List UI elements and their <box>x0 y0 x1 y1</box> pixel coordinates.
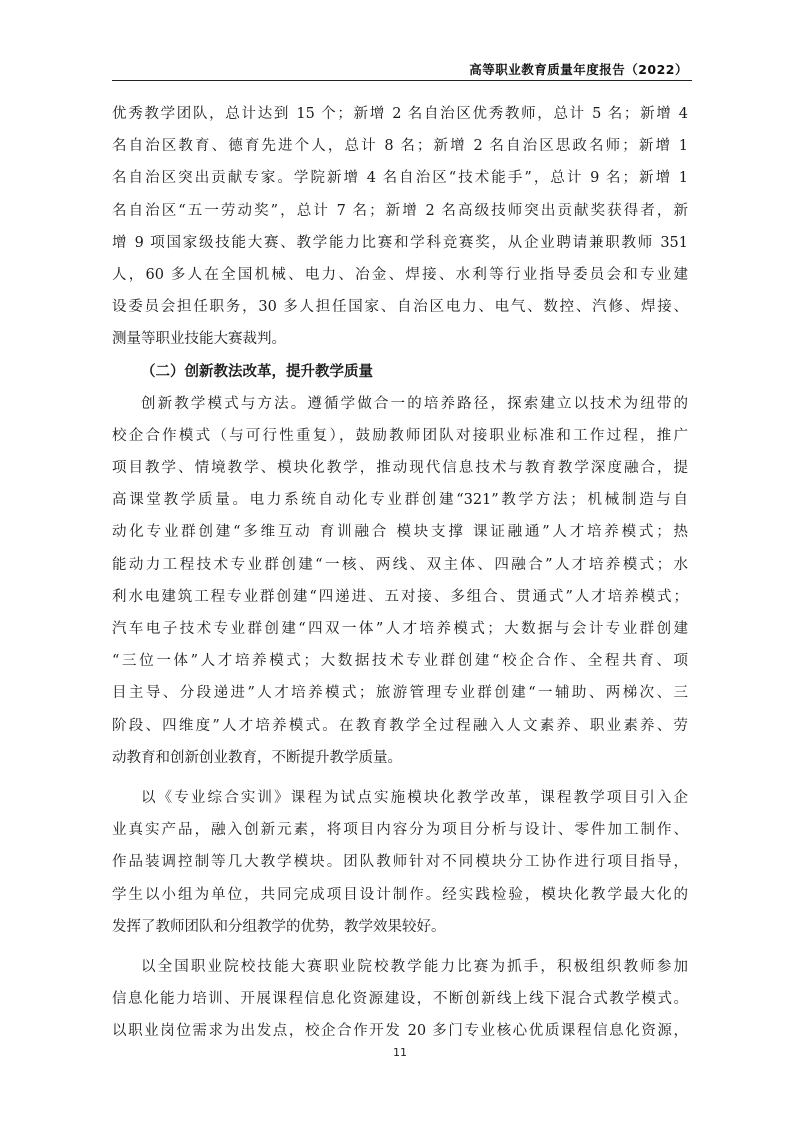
text-line: 汽车电子技术专业群创建“四双一体”人才培养模式；大数据与会计专业群创建 <box>112 621 688 637</box>
text-line: 以全国职业院校技能大赛职业院校教学能力比赛为抓手，积极组织教师参加 <box>141 958 688 975</box>
text-line: 以《专业综合实训》课程为试点实施模块化教学改革，课程教学项目引入企 <box>141 789 688 806</box>
section-heading: （二）创新教法改革，提升教学质量 <box>141 363 373 380</box>
text-line: 利水电建筑工程专业群创建“四递进、五对接、多组合、贯通式”人才培养模式； <box>112 588 688 605</box>
text-line: 名自治区突出贡献专家。学院新增 4 名自治区“技术能手”，总计 9 名；新增 1 <box>112 170 688 187</box>
text-line: 学生以小组为单位，共同完成项目设计制作。经实践检验，模块化教学最大化的 <box>112 886 688 903</box>
paragraph-gap <box>112 774 688 782</box>
text-line: 以职业岗位需求为出发点，校企合作开发 20 多门专业核心优质课程信息化资源， <box>112 1023 688 1040</box>
text-line: 人，60 多人在全国机械、电力、冶金、焊接、水利等行业指导委员会和专业建 <box>112 266 688 283</box>
paragraph-gap <box>112 943 688 951</box>
text-line: 名自治区“五一劳动奖”，总计 7 名；新增 2 名高级技师突出贡献奖获得者，新 <box>112 202 688 219</box>
text-line: 增 9 项国家级技能大赛、教学能力比赛和学科竞赛奖，从企业聘请兼职教师 351 <box>112 234 688 251</box>
text-line: 创新教学模式与方法。遵循学做合一的培养路径，探索建立以技术为纽带的 <box>141 395 688 412</box>
paragraph-modular-teaching <box>112 782 688 943</box>
text-line: 目主导、分段递进”人才培养模式；旅游管理专业群创建“一辅助、两梯次、三 <box>112 685 688 702</box>
text-line: 发挥了教师团队和分组教学的优势，教学效果较好。 <box>112 918 446 935</box>
text-line: 作品装调控制等几大教学模块。团队教师针对不同模块分工协作进行项目指导， <box>112 854 688 871</box>
text-line: 校企合作模式（与可行性重复），鼓励教师团队对接职业标准和工作过程，推广 <box>112 427 688 444</box>
text-line: 测量等职业技能大赛裁判。 <box>112 331 286 348</box>
text-line: 设委员会担任职务，30 多人担任国家、自治区电力、电气、数控、汽修、焊接、 <box>112 299 688 316</box>
page-number: 11 <box>393 1046 407 1059</box>
text-line: 信息化能力培训、开展课程信息化资源建设，不断创新线上线下混合式教学模式。 <box>112 991 688 1008</box>
text-line: 名自治区教育、德育先进个人，总计 8 名；新增 2 名自治区思政名师；新增 1 <box>112 138 688 155</box>
text-line: 阶段、四维度”人才培养模式。在教育教学全过程融入人文素养、职业素养、劳 <box>112 717 688 734</box>
text-line: 动化专业群创建“多维互动 育训融合 模块支撑 课证融通”人才培养模式；热 <box>112 524 688 541</box>
text-line: 动教育和创新创业教育，不断提升教学质量。 <box>112 749 402 766</box>
paragraph-teaching-team <box>112 98 688 356</box>
paragraph-competition <box>112 951 688 1048</box>
running-header: 高等职业教育质量年度报告（2022） <box>469 62 688 77</box>
text-line: “三位一体”人才培养模式；大数据技术专业群创建“校企合作、全程共育、项 <box>112 653 688 670</box>
body-text <box>112 98 688 1047</box>
text-line: 能动力工程技术专业群创建“一核、两线、双主体、四融合”人才培养模式；水 <box>112 556 688 573</box>
text-line: 高课堂教学质量。电力系统自动化专业群创建“321”教学方法；机械制造与自 <box>112 492 688 509</box>
text-line: 业真实产品，融入创新元素，将项目内容分为项目分析与设计、零件加工制作、 <box>112 822 688 839</box>
text-line: 优秀教学团队，总计达到 15 个；新增 2 名自治区优秀教师，总计 5 名；新增 4 <box>112 106 688 122</box>
text-line: 项目教学、情境教学、模块化教学，推动现代信息技术与教育教学深度融合，提 <box>112 460 688 477</box>
paragraph-teaching-mode <box>112 388 688 774</box>
header-rule <box>112 80 692 81</box>
